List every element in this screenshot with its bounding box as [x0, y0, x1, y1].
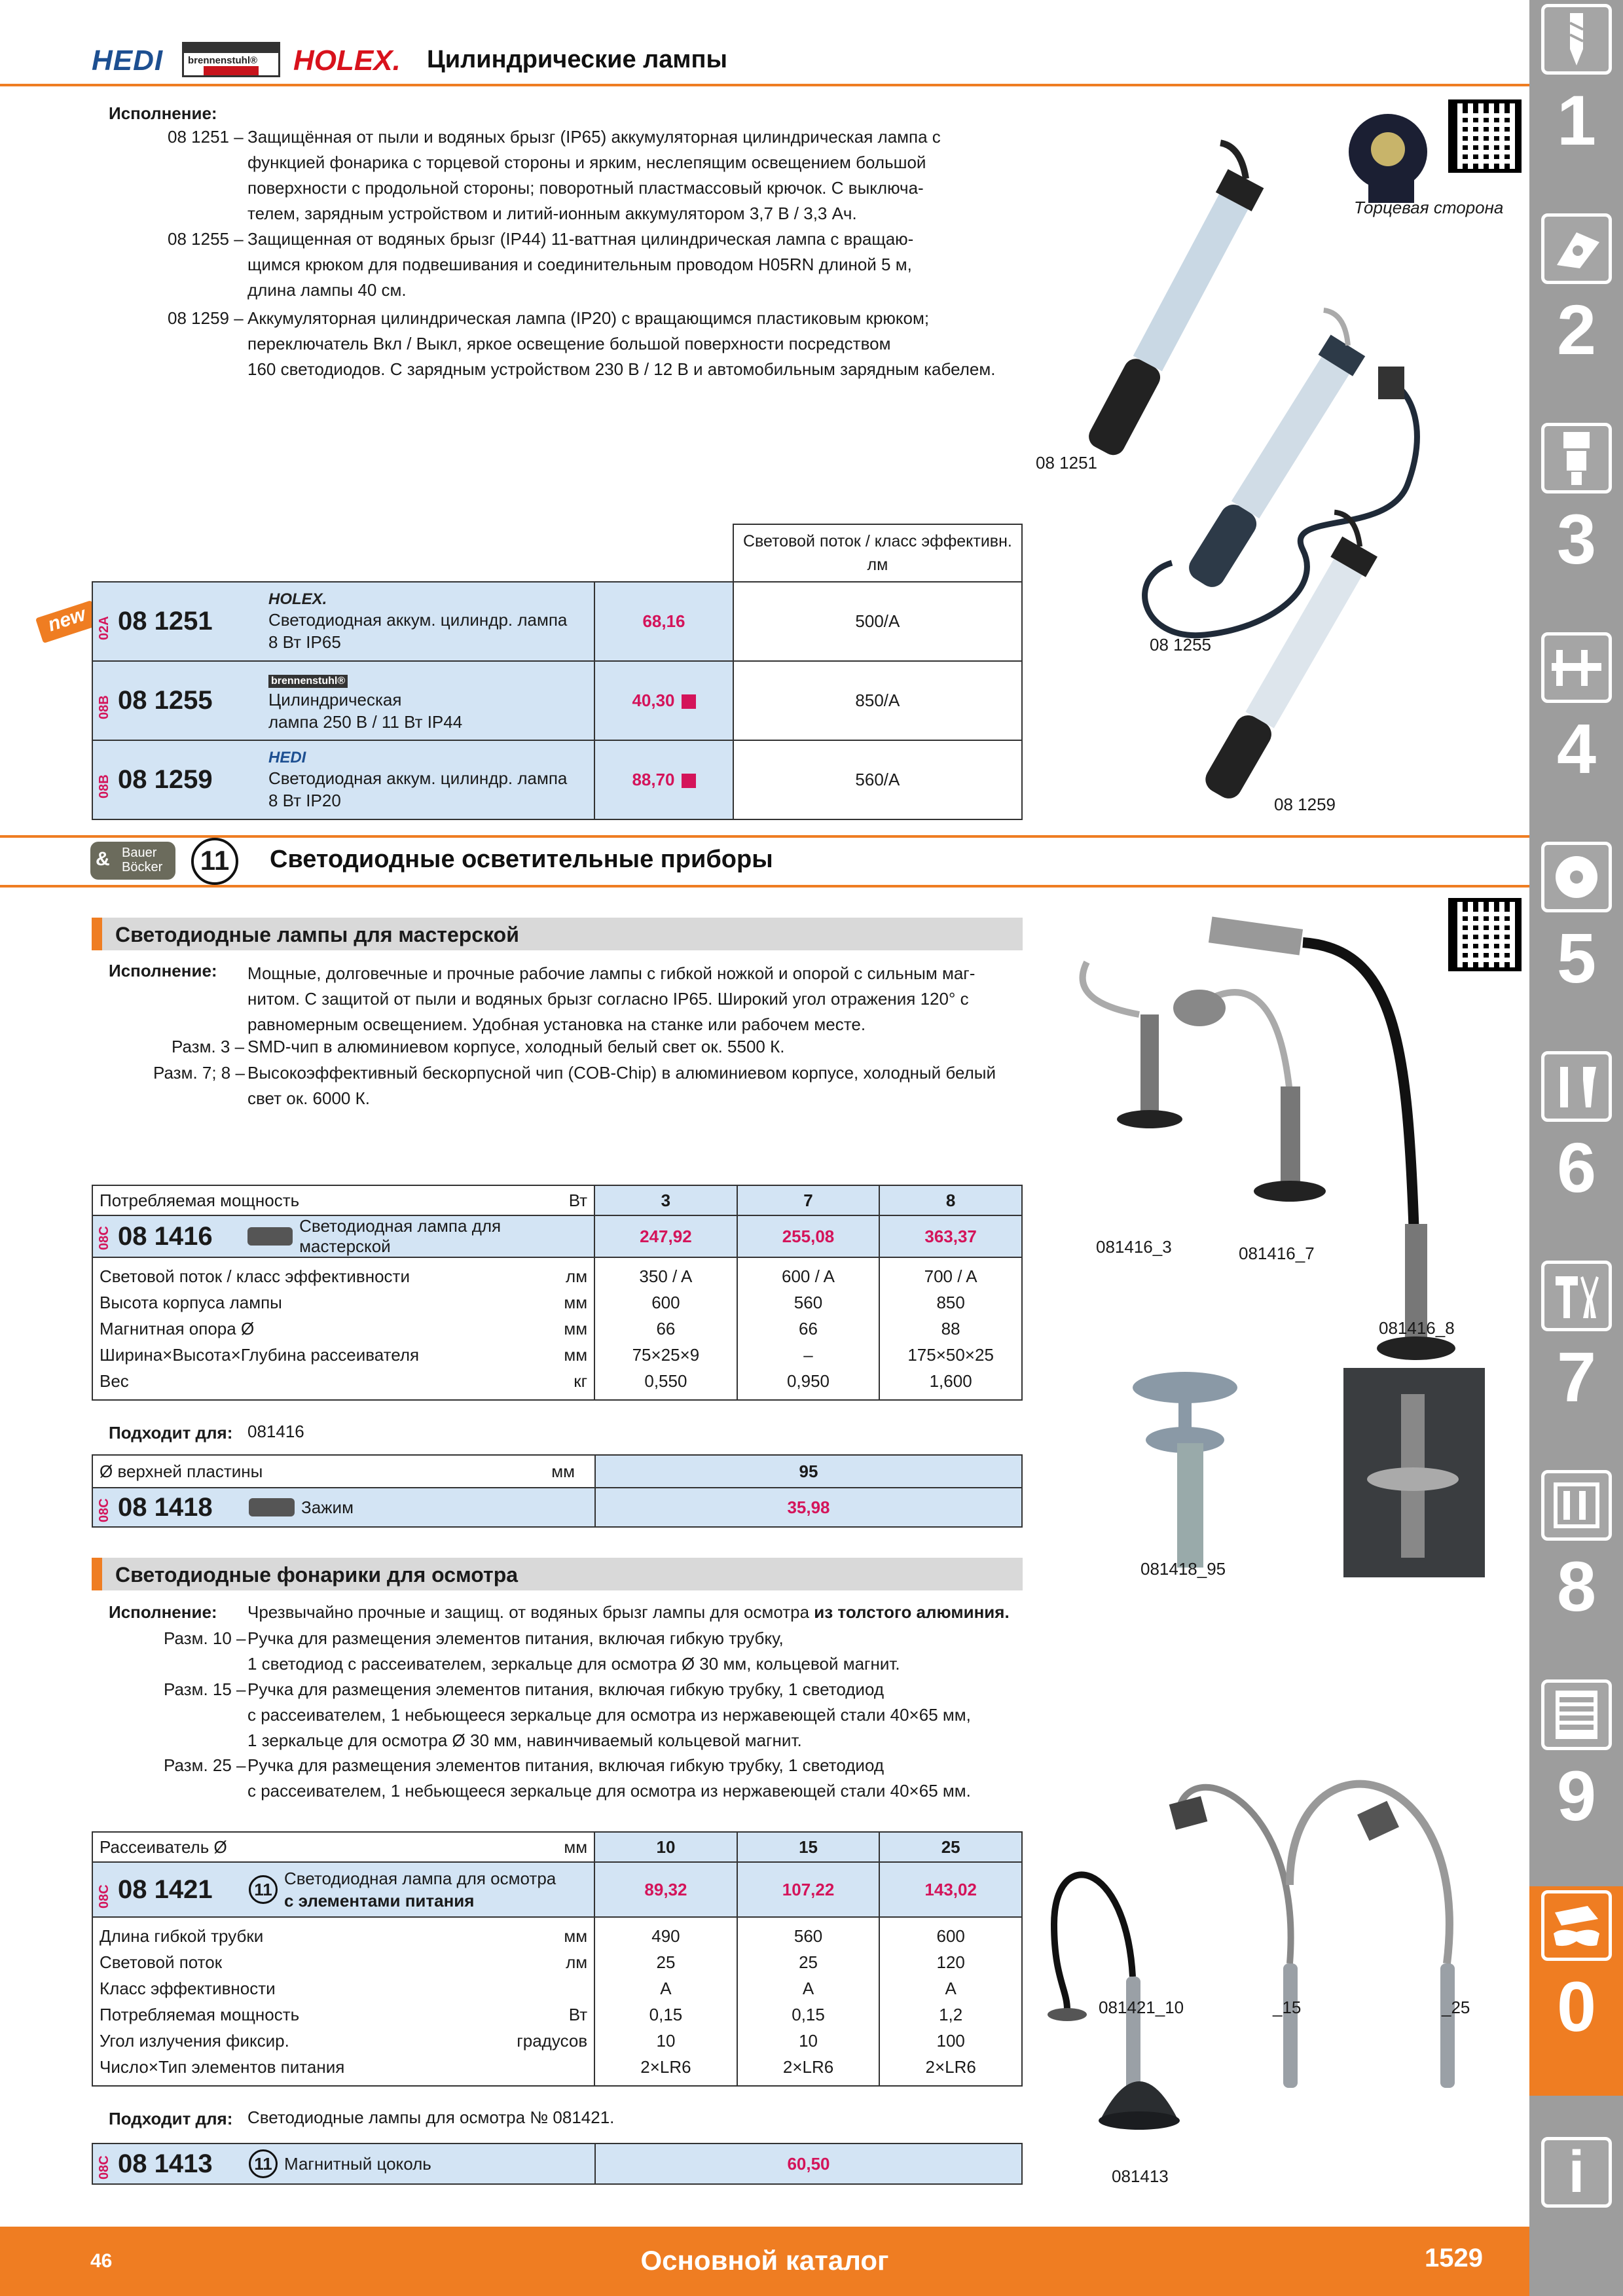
price: 143,02 — [879, 1862, 1022, 1917]
image-label-081416-3: 081416_3 — [1096, 1237, 1172, 1257]
catalog-register — [1529, 0, 1623, 2296]
image-label-081416-7: 081416_7 — [1239, 1244, 1315, 1263]
spec-label: Число×Тип элементов питания — [100, 2057, 345, 2077]
exec-code-1259: 08 1259 – — [168, 308, 244, 328]
brand-brennenstuhl: brennenstuhl® — [268, 675, 348, 688]
size-code-7-8: Разм. 7; 8 – — [153, 1063, 245, 1083]
inspect-exec-bold: из толстого алюминия. — [814, 1602, 1010, 1622]
flux-value: 850/A — [733, 661, 1022, 740]
spec-value: A — [802, 1979, 814, 1998]
spec-value: 600 — [936, 1926, 965, 1946]
spec-label: Потребляемая мощность — [100, 2005, 300, 2024]
bauer-boecker-mini-logo-icon — [247, 1227, 293, 1246]
size-text-3: SMD-чип в алюминиевом корпусе, холодный белый свет ок. 5500 К. — [247, 1037, 785, 1056]
spec-label: Ширина×Высота×Глубина рассеивателя — [100, 1345, 420, 1365]
register-number: 3 — [1556, 499, 1597, 579]
fits-label: Подходит для: — [109, 2109, 233, 2128]
register-tab-8[interactable] — [1539, 1466, 1614, 1676]
image-caption-end-side: Торцевая сторона — [1354, 198, 1504, 217]
eleven-years-mini-badge-icon: 11 — [249, 1875, 278, 1904]
register-number: 6 — [1556, 1128, 1597, 1207]
page-header — [0, 33, 1529, 86]
spec-unit: мм — [564, 1926, 588, 1946]
article-number[interactable]: 08 1416 — [118, 1221, 213, 1251]
price: 247,92 — [594, 1215, 737, 1257]
spec-value: 1,600 — [929, 1371, 972, 1391]
spec-value: 600 — [651, 1293, 680, 1312]
qr-code-icon[interactable] — [1448, 898, 1522, 971]
header-divider — [0, 84, 1529, 86]
insert-tool-icon — [1541, 213, 1612, 284]
head-value: 7 — [737, 1185, 880, 1215]
head-value: 3 — [594, 1185, 737, 1215]
price: 60,50 — [595, 2144, 1022, 2184]
register-number: 1 — [1556, 81, 1597, 160]
price: 363,37 — [879, 1215, 1022, 1257]
register-tab-info[interactable] — [1539, 2130, 1614, 2222]
register-number: 8 — [1556, 1547, 1597, 1626]
image-label-081421-10: 081421_10 — [1099, 1998, 1184, 2017]
size-code-3: Разм. 3 – — [172, 1037, 245, 1056]
net-price-marker-icon — [682, 694, 696, 709]
spec-value: – — [803, 1345, 813, 1365]
spec-value: 1,2 — [939, 2005, 963, 2024]
table-row[interactable] — [92, 661, 1022, 740]
spec-value: 600 / A — [782, 1266, 835, 1286]
section-divider-top — [0, 835, 1529, 838]
brand-hedi: HEDI — [268, 748, 306, 766]
exec-code-1251: 08 1251 – — [168, 127, 244, 147]
head-value: 8 — [879, 1185, 1022, 1215]
size-code-10: Разм. 10 – — [164, 1628, 246, 1648]
flux-value: 500/A — [733, 582, 1022, 661]
register-tab-2[interactable] — [1539, 209, 1614, 419]
size-text-7-8: Высокоэффективный бескорпусной чип (COB-Chip) в алюминиевом корпусе, холодный белый свет ок. 6000 К. — [247, 1063, 996, 1108]
spec-label: Высота корпуса лампы — [100, 1293, 282, 1312]
spec-label: Длина гибкой трубки — [100, 1926, 264, 1946]
register-number: 5 — [1556, 918, 1597, 997]
subsection-bar-workshop — [92, 918, 1023, 950]
table-row[interactable] — [92, 1488, 1022, 1527]
product-desc: Магнитный цоколь — [284, 2153, 431, 2174]
safety-goggles-icon — [1541, 1890, 1612, 1961]
workshop-exec-text: Мощные, долговечные и прочные рабочие лампы с гибкой ножкой и опорой с сильным маг- нитом. С защитой от пыли и водяных брызг согласно IP65. Широкий угол отражения 120° с равномерным освещением. Удобная установка на станке или рабочем месте. — [247, 963, 976, 1034]
head-unit: Вт — [568, 1190, 588, 1210]
spec-unit: мм — [564, 1293, 588, 1312]
row-side-code: 08C — [97, 1226, 111, 1250]
net-price-marker-icon — [682, 774, 696, 788]
table-row[interactable] — [92, 1862, 1022, 1917]
subsection-title: Светодиодные лампы для мастерской — [115, 923, 519, 946]
spec-value: 10 — [799, 2031, 818, 2051]
register-tab-4[interactable] — [1539, 628, 1614, 838]
spec-unit: мм — [564, 1345, 588, 1365]
inspection-lamps-image — [1028, 1715, 1525, 2173]
page-number-right: 1529 — [1425, 2244, 1483, 2272]
spec-value: A — [660, 1979, 672, 1998]
inspect-exec-text — [247, 1600, 1010, 1625]
exec-code-1255: 08 1255 – — [168, 229, 244, 249]
spec-value: 75×25×9 — [632, 1345, 700, 1365]
register-tab-5[interactable] — [1539, 838, 1614, 1047]
hammer-pliers-icon — [1541, 1261, 1612, 1331]
size-code-15: Разм. 15 – — [164, 1679, 246, 1699]
register-tab-3[interactable] — [1539, 419, 1614, 628]
row-side-code: 08B — [97, 695, 111, 719]
image-label-081416-8: 081416_8 — [1379, 1318, 1455, 1338]
size-text-25: Ручка для размещения элементов питания, включая гибкую трубку, 1 светодиод с рассеивателем, 1 небьющееся зеркальце для осмотра из нержавеющей стали 40×65 мм. — [247, 1755, 971, 1801]
spec-block — [92, 1917, 1022, 2086]
row-side-code: 02A — [97, 616, 111, 640]
spec-value: 10 — [656, 2031, 676, 2051]
spec-label: Угол излучения фиксир. — [100, 2031, 289, 2051]
register-tab-7[interactable] — [1539, 1257, 1614, 1466]
article-number[interactable]: 08 1413 — [118, 2149, 213, 2178]
subsection-bar-inspection — [92, 1558, 1023, 1590]
section-divider-bottom — [0, 885, 1529, 888]
image-label-081418-95: 081418_95 — [1140, 1559, 1226, 1579]
flux-value: 560/A — [733, 740, 1022, 819]
exec-label: Исполнение: — [109, 1602, 217, 1622]
head-value: 10 — [594, 1832, 737, 1862]
spec-value: 560 — [793, 1926, 823, 1946]
spec-value: 120 — [936, 1952, 965, 1972]
eleven-years-mini-badge-icon: 11 — [249, 2149, 278, 2178]
info-letter: i — [1568, 2139, 1585, 2205]
spec-value: 350 / A — [639, 1266, 693, 1286]
spec-value: 560 — [793, 1293, 823, 1312]
row-side-code: 08C — [97, 1884, 111, 1909]
article-number[interactable]: 08 1255 — [118, 686, 213, 715]
page-footer — [0, 2227, 1529, 2296]
register-number: 0 — [1556, 1967, 1597, 2046]
row-side-code: 08C — [97, 1498, 111, 1522]
head-label: Потребляемая мощность — [100, 1190, 300, 1210]
fits-label: Подходит для: — [109, 1423, 233, 1443]
table-header-flux: Световой поток / класс эффективн. лм — [733, 524, 1022, 582]
image-label-081255: 08 1255 — [1150, 635, 1211, 655]
spec-unit: лм — [566, 1266, 588, 1286]
spec-value: 25 — [656, 1952, 676, 1972]
screwdriver-wrench-icon — [1541, 1051, 1612, 1122]
brennenstuhl-logo — [182, 42, 280, 77]
bauer-boecker-mini-logo-icon — [249, 1498, 295, 1516]
price: 40,30 — [632, 691, 675, 710]
price: 89,32 — [594, 1862, 737, 1917]
spec-value: 2×LR6 — [925, 2057, 976, 2077]
spec-value: 850 — [936, 1293, 965, 1312]
spec-label: Световой поток — [100, 1952, 223, 1972]
spec-label: Класс эффективности — [100, 1979, 276, 1998]
article-number[interactable]: 08 1259 — [118, 765, 213, 794]
price: 255,08 — [737, 1215, 880, 1257]
spec-unit: мм — [564, 1319, 588, 1338]
image-label-081413: 081413 — [1112, 2166, 1169, 2186]
brand-holex: HOLEX. — [268, 590, 327, 608]
product-desc-bold: с элементами питания — [284, 1891, 475, 1910]
exec-text-1255: Защищенная от водяных брызг (IP44) 11-ваттная цилиндрическая лампа с вращаю- щимся крюком для подвешивания и соединительным проводом H05RN длиной 5 м, длина лампы 40 см. — [247, 229, 914, 300]
exec-text-1251: Защищённая от пыли и водяных брызг (IP65) аккумуляторная цилиндрическая лампа с функцией фонарика с торцевой стороны и ярким, неслепящим освещением большой поверхности с продольной стороны; поворотный пластмассовый крючок. С выключа- телем, зарядным устройством и литий-ионным аккумулятором 3,7 В / 3,3 Ач. — [247, 127, 941, 223]
register-number: 4 — [1556, 709, 1597, 788]
head-value: 15 — [737, 1832, 880, 1862]
table-row[interactable] — [92, 2144, 1022, 2184]
article-number[interactable]: 08 1251 — [118, 607, 213, 636]
exec-label: Исполнение: — [109, 961, 217, 980]
price: 35,98 — [595, 1488, 1022, 1527]
spec-value: 66 — [656, 1319, 676, 1338]
exec-label: Исполнение: — [109, 103, 217, 123]
size-code-25: Разм. 25 – — [164, 1755, 246, 1775]
inspect-exec-plain: Чрезвычайно прочные и защищ. от водяных брызг лампы для осмотра — [247, 1602, 814, 1622]
spec-value: A — [945, 1979, 957, 1998]
info-icon — [1541, 2137, 1612, 2208]
spec-value: 88 — [941, 1319, 960, 1338]
inspection-lamps-table — [92, 1831, 1023, 2087]
spec-value: 0,550 — [644, 1371, 687, 1391]
spec-label: Вес — [100, 1371, 129, 1391]
register-tab-0-active[interactable] — [1529, 1886, 1623, 2096]
price: 107,22 — [737, 1862, 880, 1917]
size-text-15: Ручка для размещения элементов питания, включая гибкую трубку, 1 светодиод с рассеивателем, 1 небьющееся зеркальце для осмотра из нержавеющей стали 40×65 мм, 1 зеркальце для осмотра Ø 30 мм, навинчиваемый кольцевой магнит. — [247, 1679, 971, 1750]
table-row[interactable] — [92, 582, 1022, 661]
product-desc: Светодиодная аккум. цилиндр. лампа 8 Вт IP20 — [268, 768, 568, 810]
head-value: 25 — [879, 1832, 1022, 1862]
catalog-title: Основной каталог — [640, 2245, 889, 2276]
workshop-lamps-table — [92, 1185, 1023, 1401]
price: 88,70 — [632, 770, 675, 789]
spec-value: 0,950 — [786, 1371, 830, 1391]
product-desc: Светодиодная аккум. цилиндр. лампа 8 Вт IP65 — [268, 609, 568, 652]
tap-tool-icon — [1541, 423, 1612, 493]
spec-value: 0,15 — [792, 2005, 825, 2024]
bauer-boecker-logo-text: Bauer Böcker — [122, 846, 163, 874]
image-label-081421-25: _25 — [1442, 1998, 1470, 2017]
brennenstuhl-logo-text: brennenstuhl® — [188, 55, 258, 66]
product-desc: Светодиодная лампа для мастерской — [299, 1216, 501, 1256]
register-tab-9[interactable] — [1539, 1676, 1614, 1885]
section-title-led: Светодиодные осветительные приборы — [270, 846, 773, 873]
register-number: 9 — [1556, 1756, 1597, 1835]
exec-text-1259: Аккумуляторная цилиндрическая лампа (IP20) с вращающимся пластиковым крюком; переключатель Вкл / Выкл, яркое освещение большой поверхности посредством 160 светодиодов. С зарядным устройством 230 В / 12 В и автомобильным зарядным кабелем. — [247, 308, 996, 379]
product-desc: Светодиодная лампа для осмотра — [284, 1869, 556, 1888]
qr-code-icon[interactable] — [1448, 99, 1522, 173]
spec-value: 100 — [936, 2031, 965, 2051]
spec-value: 700 / A — [924, 1266, 977, 1286]
row-side-code: 08C — [97, 2155, 111, 2179]
spec-value: 2×LR6 — [782, 2057, 834, 2077]
spec-value: 25 — [799, 1952, 818, 1972]
bauer-boecker-logo: & Bauer Böcker — [90, 842, 175, 880]
fits-text: Светодиодные лампы для осмотра № 081421. — [247, 2108, 615, 2127]
head-value: 95 — [595, 1455, 1022, 1488]
register-number: 2 — [1556, 290, 1597, 369]
size-text-10: Ручка для размещения элементов питания, включая гибкую трубку, 1 светодиод с рассеивателем, зеркальце для осмотра Ø 30 мм, кольцевой магнит. — [247, 1628, 900, 1674]
page-number-left: 46 — [90, 2250, 113, 2272]
spec-value: 2×LR6 — [640, 2057, 691, 2077]
product-desc: Цилиндрическая лампа 250 В / 11 Вт IP44 — [268, 690, 463, 732]
caliper-icon — [1541, 632, 1612, 703]
saw-blade-icon — [1541, 842, 1612, 912]
eleven-years-badge-icon — [191, 838, 238, 885]
register-tab-6[interactable] — [1539, 1047, 1614, 1257]
subsection-title: Светодиодные фонарики для осмотра — [115, 1563, 519, 1587]
page-title: Цилиндрические лампы — [427, 46, 727, 73]
head-unit: мм — [551, 1461, 575, 1481]
image-label-081259: 08 1259 — [1274, 795, 1336, 814]
spec-unit: кг — [574, 1371, 588, 1391]
head-label: Рассеиватель Ø — [100, 1837, 227, 1857]
spec-value: 490 — [651, 1926, 680, 1946]
price: 68,16 — [594, 582, 733, 661]
row-side-code: 08B — [97, 774, 111, 798]
hedi-logo: HEDI — [92, 45, 164, 77]
image-label-081421-15: _15 — [1273, 1998, 1302, 2017]
fits-text: 081416 — [247, 1422, 304, 1441]
spec-unit: лм — [566, 1952, 588, 1972]
spec-unit: градусов — [517, 2031, 588, 2051]
new-badge: new — [35, 600, 100, 643]
clamp-table — [92, 1454, 1023, 1528]
register-number: 7 — [1556, 1337, 1597, 1416]
spec-value: 175×50×25 — [907, 1345, 994, 1365]
magnetic-base-table — [92, 2143, 1023, 2185]
image-label-081251: 08 1251 — [1036, 453, 1097, 473]
table-row[interactable] — [92, 1215, 1022, 1257]
table-row[interactable] — [92, 740, 1022, 819]
holex-logo: HOLEX. — [293, 45, 401, 77]
spec-value: 0,15 — [649, 2005, 683, 2024]
article-number[interactable]: 08 1421 — [118, 1874, 213, 1904]
product-desc: Зажим — [301, 1497, 354, 1517]
cylinder-lamps-table — [92, 524, 1023, 820]
tool-set-icon — [1541, 1470, 1612, 1541]
spec-label: Световой поток / класс эффективности — [100, 1266, 410, 1286]
spec-block — [92, 1257, 1022, 1400]
spec-unit: Вт — [568, 2005, 588, 2024]
drill-bit-icon — [1541, 4, 1612, 75]
tool-cabinet-icon — [1541, 1679, 1612, 1750]
badge-11-text: 11 — [200, 845, 230, 876]
head-unit: мм — [564, 1837, 588, 1857]
spec-value: 66 — [799, 1319, 818, 1338]
article-number[interactable]: 08 1418 — [118, 1492, 213, 1522]
spec-label: Магнитная опора Ø — [100, 1319, 255, 1338]
register-tab-1[interactable] — [1539, 0, 1614, 209]
head-label: Ø верхней пластины — [100, 1461, 263, 1481]
